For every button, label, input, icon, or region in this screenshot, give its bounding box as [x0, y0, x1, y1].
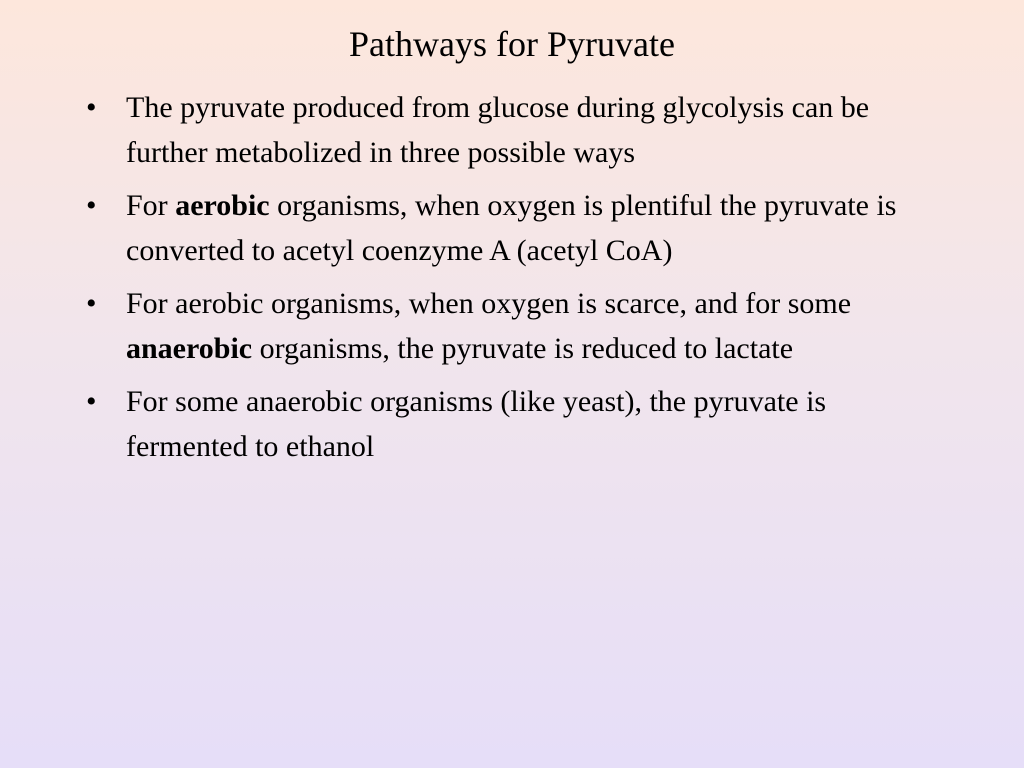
bullet-text [126, 385, 826, 463]
bullet-text-post: organisms, the pyruvate is reduced to lactate [252, 332, 794, 365]
bullet-text-pre: For [126, 189, 176, 222]
bullet-item [86, 281, 946, 371]
bullet-text-post: organisms, when oxygen is plentiful the pyruvate is converted to acetyl coenzyme A (acetyl CoA) [126, 189, 897, 267]
bullet-text-bold: aerobic [175, 189, 270, 222]
bullet-list [86, 85, 946, 477]
bullet-text-pre: The pyruvate produced from glucose during glycolysis can be further metabolized in three possible ways [126, 91, 870, 169]
bullet-item [86, 183, 946, 273]
bullet-text-pre: For aerobic organisms, when oxygen is scarce, and for some [126, 287, 852, 320]
bullet-text [126, 189, 896, 267]
bullet-text [126, 287, 851, 365]
bullet-text-pre: For some anaerobic organisms (like yeast), the pyruvate is fermented to ethanol [126, 385, 827, 463]
bullet-marker: • [86, 385, 97, 418]
bullet-marker: • [86, 91, 97, 124]
bullet-text [126, 91, 869, 169]
bullet-item [86, 85, 946, 175]
slide-title: Pathways for Pyruvate [349, 24, 675, 64]
bullet-text-bold: anaerobic [126, 332, 253, 365]
bullet-item [86, 379, 946, 469]
bullet-marker: • [86, 287, 97, 320]
bullet-marker: • [86, 189, 97, 222]
